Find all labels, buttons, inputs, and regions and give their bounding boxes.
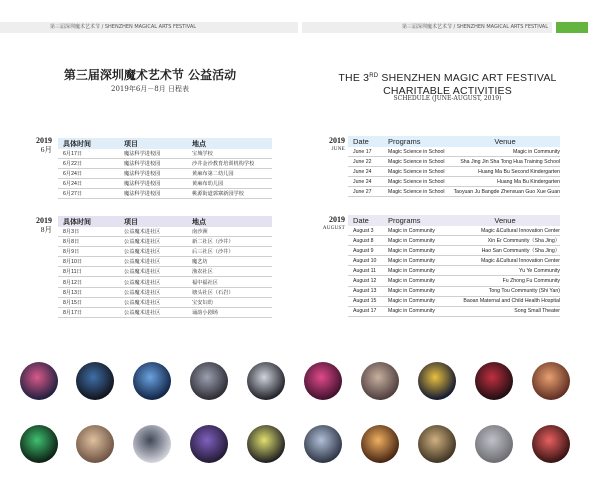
table-cell: August 10	[353, 257, 377, 264]
table-cell: Magic in Community	[388, 308, 435, 315]
table-cell: Venue	[494, 137, 516, 146]
table-cell: June 27	[353, 188, 372, 195]
table-cell: 公益魔术进社区	[124, 249, 161, 256]
table-row	[58, 189, 272, 199]
table-row	[348, 226, 560, 236]
table-header	[348, 136, 560, 147]
event-photo	[247, 425, 285, 463]
table-cell: 公益魔术进社区	[124, 259, 161, 266]
table-cell: June 17	[353, 148, 372, 155]
table-row	[348, 157, 560, 167]
table-row	[348, 276, 560, 286]
table-cell: 魔法科学进校园	[124, 181, 161, 188]
year: 2019	[36, 136, 52, 145]
table-cell: Baoan Maternal and Child Health Hospital	[463, 298, 560, 305]
table-cell: 魔法科学进校园	[124, 161, 161, 168]
table-cell: Magic Science in School	[388, 168, 445, 175]
table-row	[348, 236, 560, 246]
table-cell: Magic in Community	[388, 288, 435, 295]
table-cell: 8月11日	[63, 269, 82, 276]
table-row	[58, 247, 272, 257]
table-cell: 8月9日	[63, 249, 80, 256]
table-row	[58, 169, 272, 179]
event-photo	[475, 362, 513, 400]
title-superscript: RD	[369, 73, 379, 79]
table-cell: June 22	[353, 158, 372, 165]
table-row	[348, 187, 560, 197]
table-cell: Tong Tou Community (Shi Yan)	[488, 288, 560, 295]
table-row	[348, 246, 560, 256]
page-subtitle-en: SCHEDULE (JUNE-AUGUST, 2019)	[393, 95, 502, 102]
event-photo	[20, 362, 58, 400]
table-cell: 8月13日	[63, 289, 83, 296]
table-cell: 地点	[192, 140, 206, 148]
table-row	[58, 277, 272, 287]
table-row	[58, 227, 272, 237]
table-cell: June 24	[353, 168, 372, 175]
table-row	[58, 179, 272, 189]
table-cell: 南沙洲	[192, 229, 208, 236]
table-cell: Yu Ye Community	[519, 267, 560, 274]
table-row	[58, 159, 272, 169]
table-cell: 沙井金沙教育培训机构学校	[192, 161, 255, 168]
year-label-en-august	[305, 215, 345, 233]
table-header	[348, 215, 560, 226]
table-cell: 公益魔术进社区	[124, 289, 161, 296]
table-cell: 魔法科学进校园	[124, 171, 161, 178]
table-row	[58, 267, 272, 277]
table-cell: Magic Science in School	[388, 158, 445, 165]
event-photo	[190, 362, 228, 400]
table-cell: 6月27日	[63, 191, 83, 198]
table-row	[348, 297, 560, 307]
header-accent-bar	[556, 22, 588, 33]
table-row	[348, 177, 560, 187]
event-photo	[304, 425, 342, 463]
event-photo	[475, 425, 513, 463]
event-photo	[190, 425, 228, 463]
event-photo	[133, 425, 171, 463]
table-row	[348, 256, 560, 266]
table-cell: 公益魔术进社区	[124, 279, 161, 286]
table-cell: August 17	[353, 308, 377, 315]
table-cell: Huang Ma Bu Kindergarten	[497, 178, 560, 185]
table-cell: June 24	[353, 178, 372, 185]
table-cell: 6月24日	[63, 181, 83, 188]
year-label-cn-june	[12, 136, 52, 154]
table-cell: 公益魔术进社区	[124, 229, 161, 236]
table-cell: Programs	[388, 137, 421, 146]
table-cell: 桃源街道郭寨新园学校	[192, 191, 244, 198]
table-cell: 新二社区（沙井）	[192, 239, 234, 246]
event-photo	[361, 425, 399, 463]
table-cell: Song Small Theater	[514, 308, 560, 315]
table-cell: 公益魔术进社区	[124, 299, 161, 306]
table-cell: Magic &Cultural Innovation Center	[480, 257, 560, 264]
table-cell: 公益魔术进社区	[124, 309, 161, 316]
table-cell: 公益魔术进社区	[124, 239, 161, 246]
event-photo	[532, 425, 570, 463]
table-cell: Magic in Community	[388, 247, 435, 254]
month: 8月	[40, 225, 52, 234]
page-subtitle-cn: 2019年6月－8月 日程表	[111, 85, 189, 93]
year: 2019	[329, 136, 345, 145]
year-label-cn-august	[12, 216, 52, 234]
table-cell: Date	[353, 216, 369, 225]
table-cell: August 12	[353, 278, 377, 285]
table-cell: Magic Science in School	[388, 178, 445, 185]
title-text: SHENZHEN MAGIC ART FESTIVAL	[378, 72, 557, 84]
schedule-table-cn-august	[58, 216, 272, 318]
table-cell: 魔法科学进校园	[124, 191, 161, 198]
month: AUGUST	[322, 226, 345, 231]
table-cell: 8月10日	[63, 259, 83, 266]
table-cell: Hao San Community（Sha Jing）	[481, 248, 560, 255]
table-cell: 8月17日	[63, 309, 83, 316]
table-cell: 宝城学校	[192, 151, 213, 158]
event-photo	[247, 362, 285, 400]
table-cell: 6月22日	[63, 161, 83, 168]
table-cell: August 3	[353, 227, 374, 234]
table-cell: Magic in Community	[388, 267, 435, 274]
table-header	[58, 138, 272, 149]
table-row	[348, 147, 560, 157]
table-cell: Xin Er Community（Sha Jing）	[487, 238, 560, 245]
table-cell: August 13	[353, 288, 377, 295]
schedule-table-en-june	[348, 136, 560, 197]
table-cell: 魔艺坊	[192, 259, 208, 266]
title-text: THE 3	[338, 72, 370, 84]
table-cell: 项目	[124, 140, 138, 148]
table-cell: Taoyuan Ju Bangde Zhenxuan Guo Xue Guan	[453, 188, 560, 195]
table-header	[58, 216, 272, 227]
table-cell: 8月8日	[63, 239, 80, 246]
table-cell: August 15	[353, 298, 377, 305]
table-cell: 塘头社区（石岩）	[192, 289, 234, 296]
event-photo	[76, 362, 114, 400]
event-photo	[304, 362, 342, 400]
table-cell: 魔法科学进校园	[124, 151, 161, 158]
table-cell: Magic Science in School	[388, 148, 445, 155]
table-cell: Magic in Community	[513, 148, 560, 155]
event-photo	[20, 425, 58, 463]
table-cell: 黄麻布幼儿园	[192, 181, 224, 188]
table-cell: Huang Ma Bu Second Kindergarten	[478, 168, 560, 175]
table-row	[348, 307, 560, 317]
table-cell: Venue	[494, 216, 516, 225]
title-line-2: CHARITABLE ACTIVITIES	[383, 85, 512, 97]
event-photo	[76, 425, 114, 463]
table-cell: 8月3日	[63, 229, 80, 236]
month: JUNE	[331, 147, 345, 152]
table-cell: 6月17日	[63, 151, 83, 158]
table-cell: August 8	[353, 237, 374, 244]
event-photo	[133, 362, 171, 400]
table-cell: 8月12日	[63, 279, 83, 286]
table-cell: Fu Zhong Fu Community	[502, 278, 560, 285]
table-cell: Sha Jing Jin Sha Tong Hua Training School	[460, 158, 560, 165]
table-cell: Magic in Community	[388, 257, 435, 264]
table-cell: Programs	[388, 216, 421, 225]
page-title-cn: 第三届深圳魔术艺术节 公益活动	[63, 68, 237, 82]
table-cell: Date	[353, 137, 369, 146]
table-cell: 6月24日	[63, 171, 83, 178]
table-cell: 后三社区（沙井）	[192, 249, 234, 256]
header-bar-left: 第三届深圳魔术艺术节 / SHENZHEN MAGICAL ARTS FESTIVAL	[0, 22, 298, 33]
year-label-en-june	[305, 136, 345, 154]
table-cell: 渔农社区	[192, 269, 213, 276]
table-row	[58, 298, 272, 308]
table-cell: Magic Science in School	[388, 188, 445, 195]
event-photo	[361, 362, 399, 400]
table-row	[58, 149, 272, 159]
event-photo	[532, 362, 570, 400]
table-row	[58, 288, 272, 298]
table-cell: 公益魔术进社区	[124, 269, 161, 276]
table-cell: 黄麻布第二幼儿园	[192, 171, 234, 178]
month: 6月	[40, 145, 52, 154]
table-cell: 项目	[124, 218, 138, 226]
event-photo	[418, 362, 456, 400]
table-cell: Magic in Community	[388, 278, 435, 285]
table-cell: 8月15日	[63, 299, 83, 306]
table-row	[58, 257, 272, 267]
table-cell: 具体时间	[63, 140, 91, 148]
table-cell: Magic &Cultural Innovation Center	[480, 227, 560, 234]
table-cell: 地点	[192, 218, 206, 226]
table-cell: Magic in Community	[388, 298, 435, 305]
table-cell: 福中福社区	[192, 279, 218, 286]
table-row	[348, 167, 560, 177]
table-cell: 具体时间	[63, 218, 91, 226]
table-row	[58, 308, 272, 318]
table-cell: August 9	[353, 247, 374, 254]
table-row	[348, 287, 560, 297]
table-row	[348, 266, 560, 276]
table-row	[58, 237, 272, 247]
table-cell: 诵韵小剧场	[192, 309, 218, 316]
table-cell: August 11	[353, 267, 376, 274]
header-bar-right: 第三届深圳魔术艺术节 / SHENZHEN MAGICAL ARTS FESTIVAL	[302, 22, 552, 33]
schedule-table-cn-june	[58, 138, 272, 199]
year: 2019	[329, 215, 345, 224]
event-photo	[418, 425, 456, 463]
table-cell: Magic in Community	[388, 227, 435, 234]
year: 2019	[36, 216, 52, 225]
table-cell: 宝安妇幼	[192, 299, 213, 306]
page-title-en	[305, 70, 590, 98]
table-cell: Magic in Community	[388, 237, 435, 244]
schedule-table-en-august	[348, 215, 560, 317]
